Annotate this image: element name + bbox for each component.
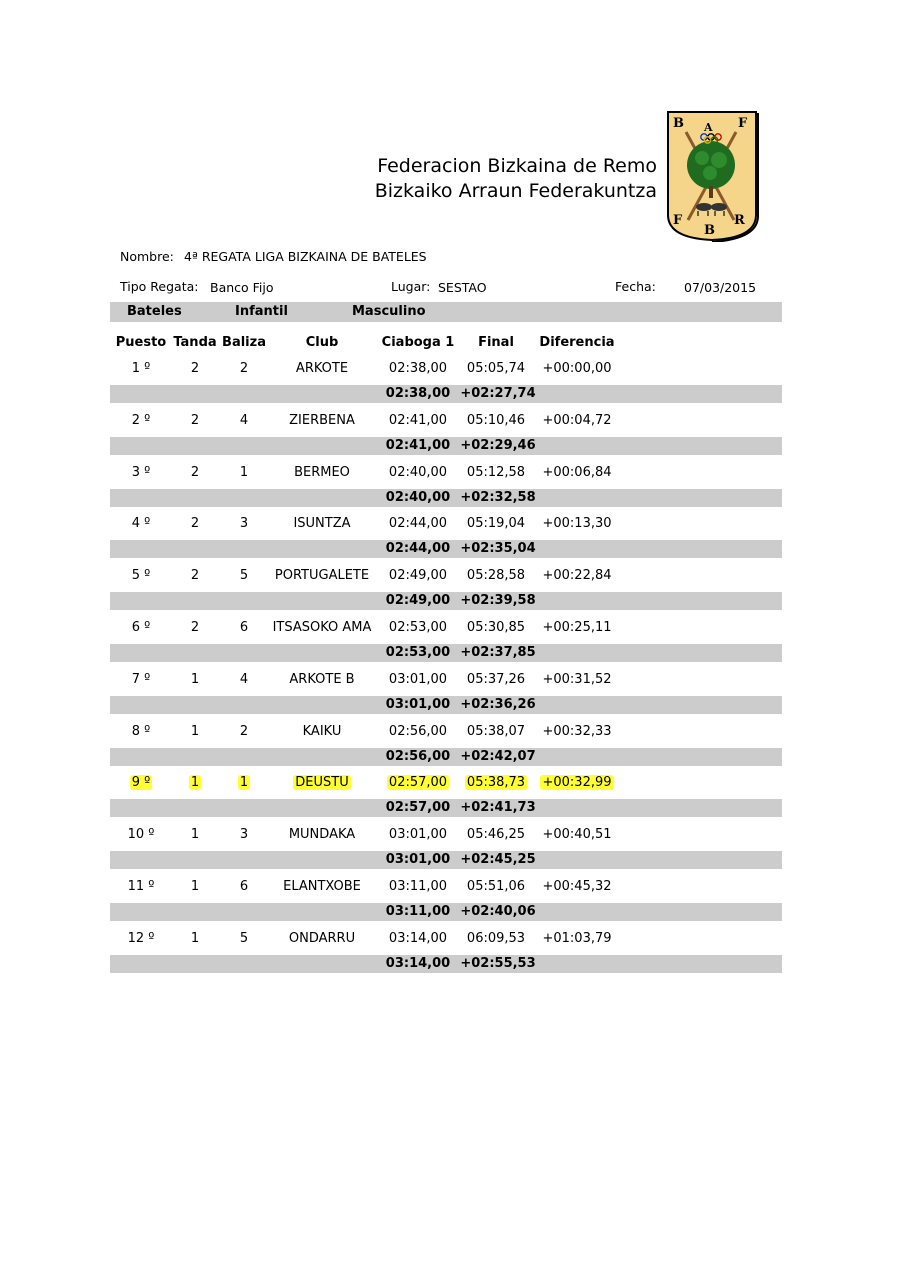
cell-diferencia [534,465,620,480]
cell-club [270,361,374,376]
final-value: 05:46,25 [466,827,526,843]
nombre-label: Nombre: [120,249,174,264]
cell-tanda [170,568,220,583]
column-header-diferencia: Diferencia [539,335,615,350]
cell-tanda [170,465,220,480]
tipo-regata-label: Tipo Regata: [120,279,199,294]
logo-letter-r: R [734,213,745,228]
cell-puesto [110,465,172,480]
cell-ciaboga [378,827,458,842]
cell-diferencia [534,672,620,687]
puesto-value: 7 º [131,671,151,687]
ciaboga-value: 02:40,00 [388,464,448,480]
column-header-puesto: Puesto [115,335,167,350]
final-value: 05:10,46 [466,412,526,428]
cell-final [458,672,534,687]
club-value: BERMEO [294,464,350,480]
split-final: +02:32,58 [460,489,536,505]
logo-letter-a: A [704,121,713,134]
diferencia-value: +00:40,51 [542,827,612,843]
cell-diferencia [534,827,620,842]
logo-letter-f-top: F [738,116,748,131]
column-header-ciaboga: Ciaboga 1 [381,335,455,350]
tanda-value: 1 [190,879,200,894]
cell-ciaboga [378,931,458,946]
puesto-value: 5 º [131,568,151,584]
nombre-value: 4ª REGATA LIGA BIZKAINA DE BATELES [184,249,427,264]
cell-tanda [170,931,220,946]
tanda-value: 2 [190,412,200,428]
cell-club [270,724,374,739]
cell-puesto [110,361,172,376]
fecha-label: Fecha: [615,279,656,294]
column-header-final: Final [478,335,514,350]
puesto-value: 6 º [131,620,151,635]
diferencia-value: +00:00,00 [542,361,612,376]
cell-puesto [110,568,172,583]
cell-ciaboga [378,516,458,531]
tanda-value: 1 [190,827,200,843]
cell-baliza [220,568,268,583]
category-boat: Bateles [127,304,182,319]
club-value: ARKOTE [295,361,349,376]
cell-puesto [110,724,172,739]
club-value: ITSASOKO AMA [272,620,372,635]
split-final: +02:42,07 [460,748,536,764]
cell-diferencia [534,568,620,583]
cell-baliza [220,931,268,946]
cell-club [270,931,374,946]
category-age: Infantil [235,304,288,319]
cell-tanda [170,672,220,687]
baliza-value: 1 [239,775,249,791]
cell-ciaboga [378,724,458,739]
cell-puesto [110,672,172,687]
diferencia-value: +00:45,32 [542,879,612,894]
column-header-baliza: Baliza [222,335,266,350]
cell-tanda [170,516,220,531]
cell-baliza [220,516,268,531]
tanda-value: 1 [190,723,200,739]
ciaboga-value: 03:01,00 [388,827,448,843]
cell-tanda [170,775,220,790]
baliza-value: 2 [239,723,249,739]
split-final: +02:37,85 [460,645,536,660]
cell-club [270,879,374,894]
cell-final [458,931,534,946]
club-value: PORTUGALETE [274,568,370,584]
diferencia-value: +01:03,79 [542,930,612,946]
cell-club [270,827,374,842]
federation-title-line2: Bizkaiko Arraun Federakuntza [374,180,657,202]
split-ciaboga: 03:11,00 [385,904,451,919]
split-final: +02:45,25 [460,852,536,868]
cell-diferencia [534,516,620,531]
club-value: DEUSTU [295,775,349,791]
final-value: 05:05,74 [466,361,526,376]
cell-baliza [220,827,268,842]
final-value: 05:51,06 [466,879,526,894]
cell-ciaboga [378,879,458,894]
ciaboga-value: 02:57,00 [388,775,448,791]
fecha-value: 07/03/2015 [684,280,757,295]
final-value: 05:19,04 [466,516,526,532]
ciaboga-value: 02:49,00 [388,568,448,584]
club-value: KAIKU [302,723,342,739]
cell-puesto [110,516,172,531]
baliza-value: 5 [239,568,249,584]
split-final: +02:40,06 [460,904,536,919]
puesto-value: 10 º [127,827,155,843]
cell-tanda [170,361,220,376]
cell-puesto [110,775,172,790]
split-ciaboga: 02:49,00 [385,593,451,609]
split-final: +02:41,73 [460,800,536,816]
club-value: ZIERBENA [289,412,355,428]
cell-diferencia [534,879,620,894]
cell-ciaboga [378,361,458,376]
club-value: ARKOTE B [289,671,355,687]
diferencia-value: +00:22,84 [542,568,612,584]
final-value: 05:38,07 [466,723,526,739]
cell-ciaboga [378,568,458,583]
category-band [110,302,782,322]
baliza-value: 6 [239,620,249,635]
split-final: +02:35,04 [460,541,536,557]
baliza-value: 1 [239,464,249,480]
cell-club [270,672,374,687]
final-value: 05:38,73 [466,775,526,791]
cell-baliza [220,361,268,376]
cell-diferencia [534,775,620,790]
baliza-value: 6 [239,879,249,894]
puesto-value: 2 º [131,412,151,428]
ciaboga-value: 03:11,00 [388,879,448,894]
category-gender: Masculino [352,304,426,319]
baliza-value: 3 [239,516,249,532]
column-header-club: Club [305,335,339,350]
diferencia-value: +00:32,33 [542,723,612,739]
cell-baliza [220,879,268,894]
split-ciaboga: 02:53,00 [385,645,451,660]
lugar-value: SESTAO [438,280,487,295]
diferencia-value: +00:25,11 [542,620,612,635]
logo-letter-b-bottom: B [704,223,715,238]
split-ciaboga: 02:56,00 [385,748,451,764]
cell-diferencia [534,724,620,739]
split-ciaboga: 02:44,00 [385,541,451,557]
cell-ciaboga [378,465,458,480]
final-value: 05:37,26 [466,671,526,687]
cell-ciaboga [378,672,458,687]
cell-final [458,516,534,531]
cell-final [458,775,534,790]
ciaboga-value: 02:41,00 [388,412,448,428]
split-final: +02:29,46 [460,437,536,453]
cell-puesto [110,620,172,635]
puesto-value: 3 º [131,464,151,480]
baliza-value: 4 [239,412,249,428]
federation-crest-logo [664,110,759,242]
puesto-value: 4 º [131,516,151,532]
baliza-value: 4 [239,671,249,687]
cell-final [458,413,534,428]
cell-puesto [110,413,172,428]
cell-final [458,361,534,376]
baliza-value: 3 [239,827,249,843]
final-value: 05:30,85 [466,620,526,635]
cell-baliza [220,672,268,687]
club-value: MUNDAKA [288,827,356,843]
tipo-regata-value: Banco Fijo [210,280,274,295]
tanda-value: 1 [190,671,200,687]
federation-title-line1: Federacion Bizkaina de Remo [377,155,657,177]
club-value: ELANTXOBE [283,879,361,894]
cell-tanda [170,724,220,739]
diferencia-value: +00:04,72 [542,412,612,428]
ciaboga-value: 03:01,00 [388,671,448,687]
baliza-value: 5 [239,930,249,946]
cell-baliza [220,465,268,480]
diferencia-value: +00:06,84 [542,464,612,480]
puesto-value: 12 º [127,930,155,946]
ciaboga-value: 02:44,00 [388,516,448,532]
cell-final [458,465,534,480]
cell-tanda [170,879,220,894]
cell-ciaboga [378,620,458,635]
cell-diferencia [534,620,620,635]
diferencia-value: +00:31,52 [542,671,612,687]
cell-club [270,568,374,583]
split-ciaboga: 02:38,00 [385,386,451,401]
cell-final [458,568,534,583]
cell-baliza [220,620,268,635]
cell-ciaboga [378,413,458,428]
cell-club [270,620,374,635]
ciaboga-value: 03:14,00 [388,930,448,946]
cell-puesto [110,827,172,842]
cell-club [270,465,374,480]
split-ciaboga: 02:41,00 [385,437,451,453]
cell-puesto [110,879,172,894]
cell-tanda [170,827,220,842]
puesto-value: 1 º [131,361,151,376]
cell-final [458,827,534,842]
lugar-label: Lugar: [391,279,431,294]
cell-ciaboga [378,775,458,790]
cell-final [458,620,534,635]
tanda-value: 2 [190,516,200,532]
tanda-value: 2 [190,464,200,480]
club-value: ISUNTZA [293,516,351,532]
club-value: ONDARRU [288,930,356,946]
tanda-value: 1 [190,930,200,946]
split-final: +02:27,74 [460,386,536,401]
split-final: +02:55,53 [460,955,536,971]
cell-club [270,516,374,531]
split-ciaboga: 02:57,00 [385,800,451,816]
cell-final [458,879,534,894]
tanda-value: 1 [190,775,200,791]
diferencia-value: +00:32,99 [542,775,612,791]
cell-club [270,775,374,790]
ciaboga-value: 02:38,00 [388,361,448,376]
tanda-value: 2 [190,620,200,635]
split-final: +02:36,26 [460,696,536,712]
puesto-value: 8 º [131,723,151,739]
split-ciaboga: 03:14,00 [385,955,451,971]
puesto-value: 9 º [131,775,151,791]
split-final: +02:39,58 [460,593,536,609]
diferencia-value: +00:13,30 [542,516,612,532]
cell-baliza [220,775,268,790]
ciaboga-value: 02:56,00 [388,723,448,739]
cell-puesto [110,931,172,946]
tanda-value: 2 [190,568,200,584]
cell-tanda [170,413,220,428]
cell-diferencia [534,413,620,428]
baliza-value: 2 [239,361,249,376]
split-ciaboga: 03:01,00 [385,696,451,712]
cell-diferencia [534,361,620,376]
cell-baliza [220,724,268,739]
cell-diferencia [534,931,620,946]
logo-letter-f-bottom: F [673,213,683,228]
final-value: 05:28,58 [466,568,526,584]
cell-tanda [170,620,220,635]
cell-club [270,413,374,428]
logo-letter-b-top: B [673,116,684,131]
ciaboga-value: 02:53,00 [388,620,448,635]
column-header-tanda: Tanda [173,335,217,350]
puesto-value: 11 º [127,879,155,894]
cell-final [458,724,534,739]
split-ciaboga: 03:01,00 [385,852,451,868]
cell-baliza [220,413,268,428]
tanda-value: 2 [190,361,200,376]
final-value: 06:09,53 [466,930,526,946]
final-value: 05:12,58 [466,464,526,480]
split-ciaboga: 02:40,00 [385,489,451,505]
